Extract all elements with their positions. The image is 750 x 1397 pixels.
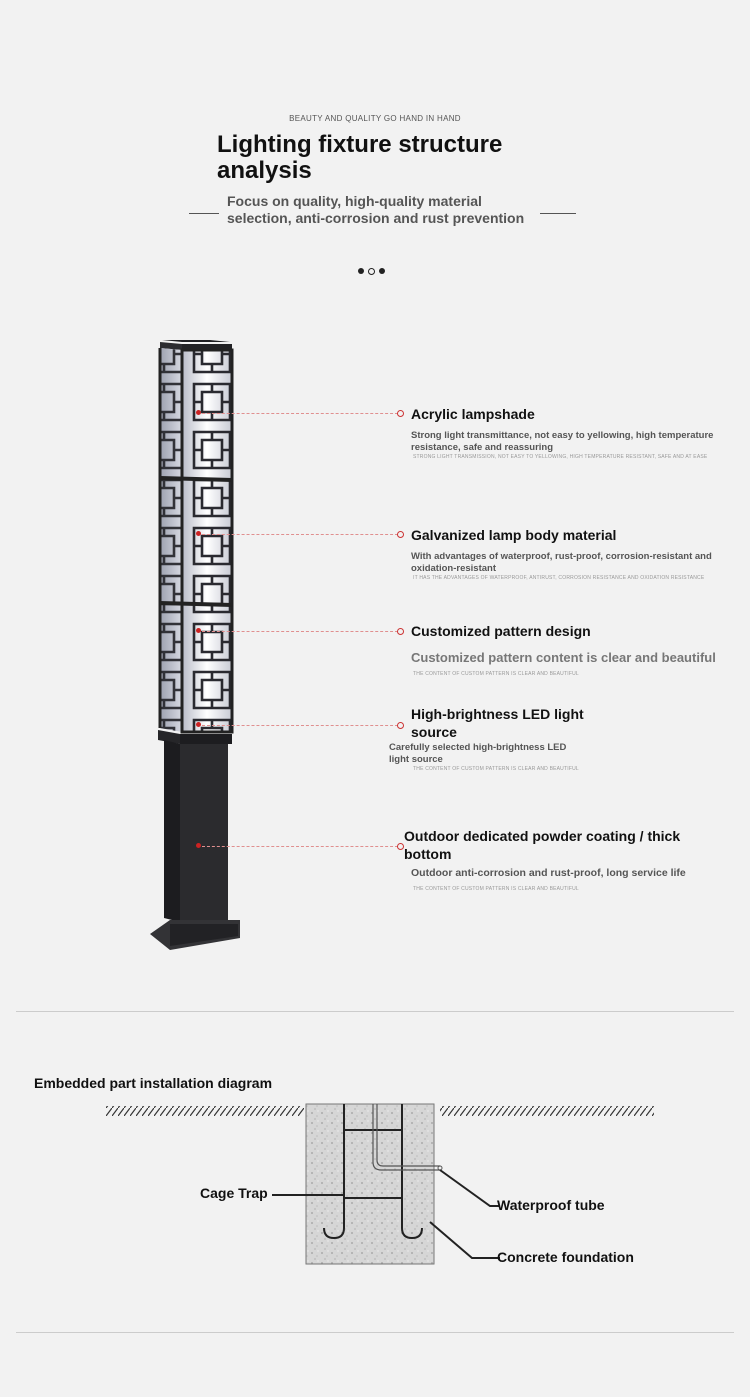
pager-dot	[379, 268, 385, 274]
installation-diagram	[100, 1100, 660, 1270]
feature-tiny-caption: IT HAS THE ADVANTAGES OF WATERPROOF, ANTIRUST, CORROSION RESISTANCE AND OXIDATION RESISTANCE	[413, 575, 705, 581]
page-title: Lighting fixture structure analysis	[217, 131, 503, 184]
leader-line	[202, 534, 398, 535]
leader-line	[202, 631, 398, 632]
pager-dot	[358, 268, 364, 274]
installation-title: Embedded part installation diagram	[34, 1075, 273, 1091]
feature-tiny-caption: THE CONTENT OF CUSTOM PATTERN IS CLEAR AND BEAUTIFUL	[413, 671, 579, 677]
feature-title: Customized pattern design	[411, 623, 591, 639]
leader-line	[202, 846, 398, 847]
subtitle-rule-right	[540, 213, 576, 214]
feature-desc: Strong light transmittance, not easy to yellowing, high temperature resistance, safe and reassuring	[411, 430, 714, 453]
section-divider	[16, 1011, 734, 1012]
leader-end-dot	[397, 410, 404, 417]
leader-end-dot	[397, 722, 404, 729]
leader-end-dot	[397, 531, 404, 538]
marker-dot	[196, 722, 201, 727]
feature-tiny-caption: THE CONTENT OF CUSTOM PATTERN IS CLEAR AND BEAUTIFUL	[413, 766, 579, 772]
leader-line	[202, 413, 398, 414]
leader-end-dot	[397, 843, 404, 850]
cage-trap-label: Cage Trap	[200, 1185, 268, 1201]
feature-tiny-caption: THE CONTENT OF CUSTOM PATTERN IS CLEAR AND BEAUTIFUL	[413, 886, 579, 892]
feature-tiny-caption: STRONG LIGHT TRANSMISSION, NOT EASY TO YELLOWING, HIGH TEMPERATURE RESISTANT, SAFE AND AT EASE	[413, 454, 708, 460]
waterproof-tube-label: Waterproof tube	[497, 1197, 605, 1213]
feature-desc: With advantages of waterproof, rust-proof, corrosion-resistant and oxidation-resistant	[411, 551, 712, 574]
marker-dot	[196, 843, 201, 848]
feature-title: High-brightness LED light source	[411, 706, 584, 740]
feature-title: Outdoor dedicated powder coating / thick bottom	[404, 828, 681, 862]
concrete-foundation-label: Concrete foundation	[497, 1249, 634, 1265]
marker-dot	[196, 410, 201, 415]
marker-dot	[196, 628, 201, 633]
pager-dot-active	[368, 268, 375, 275]
page-subtitle: Focus on quality, high-quality material selection, anti-corrosion and rust prevention	[227, 193, 525, 226]
lamp-illustration	[140, 330, 260, 960]
pager-dots	[358, 268, 392, 276]
feature-title: Galvanized lamp body material	[411, 527, 617, 543]
leader-end-dot	[397, 628, 404, 635]
feature-desc: Customized pattern content is clear and beautiful	[411, 650, 716, 665]
feature-desc: Outdoor anti-corrosion and rust-proof, long service life	[411, 867, 686, 879]
section-divider-bottom	[16, 1332, 734, 1333]
leader-line	[202, 725, 398, 726]
tagline: BEAUTY AND QUALITY GO HAND IN HAND	[289, 114, 461, 123]
feature-desc: Carefully selected high-brightness LED light source	[389, 742, 567, 765]
marker-dot	[196, 531, 201, 536]
subtitle-rule-left	[189, 213, 219, 214]
feature-title: Acrylic lampshade	[411, 406, 535, 422]
